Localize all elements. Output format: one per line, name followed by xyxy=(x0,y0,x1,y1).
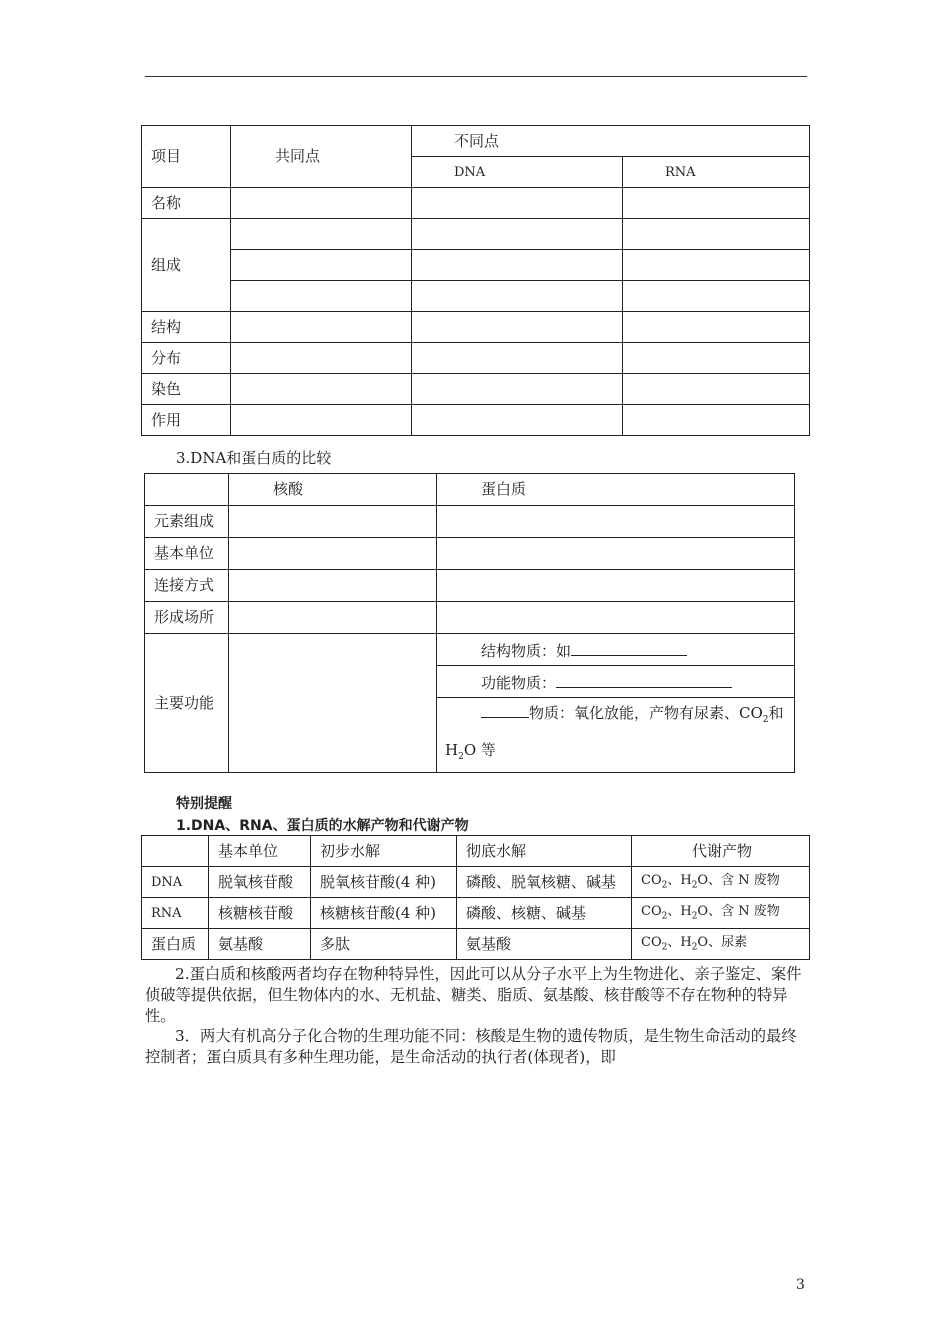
cell xyxy=(412,312,623,343)
row-initial: 多肽 xyxy=(311,929,457,960)
metabolic-part: 、H xyxy=(667,903,692,919)
row-complete: 磷酸、核糖、碱基 xyxy=(457,898,632,929)
cell xyxy=(229,506,437,538)
cell xyxy=(623,312,810,343)
paragraph-3: 3．两大有机高分子化合物的生理功能不同：核酸是生物的遗传物质，是生物生命活动的最终控制者；蛋白质具有多种生理功能，是生命活动的执行者(体现者)，即 xyxy=(145,1027,797,1066)
header-dna: DNA xyxy=(412,157,623,188)
cell xyxy=(229,602,437,634)
tip-title: 特别提醒 xyxy=(176,796,232,812)
table-row xyxy=(142,898,810,929)
row-complete: 磷酸、脱氧核糖、碱基 xyxy=(457,867,632,898)
row-metabolic xyxy=(632,867,810,898)
col-protein: 蛋白质 xyxy=(437,474,795,506)
nucleic-protein-table xyxy=(144,473,795,773)
cell xyxy=(231,312,412,343)
answer-blank xyxy=(571,641,687,656)
cell xyxy=(437,506,795,538)
cell xyxy=(231,374,412,405)
cell xyxy=(623,343,810,374)
row-unit: 脱氧核苷酸 xyxy=(209,867,311,898)
row-metabolic xyxy=(632,929,810,960)
row-unit-label: 基本单位 xyxy=(145,538,229,570)
cell xyxy=(412,188,623,219)
cell xyxy=(231,188,412,219)
header-item: 项目 xyxy=(142,126,231,188)
cell xyxy=(231,405,412,436)
header-diff: 不同点 xyxy=(412,126,810,157)
answer-blank xyxy=(556,673,732,688)
answer-blank xyxy=(481,703,529,718)
row-unit: 氨基酸 xyxy=(209,929,311,960)
row-complete: 氨基酸 xyxy=(457,929,632,960)
subscript: 2 xyxy=(661,942,668,953)
row-distribution-label: 分布 xyxy=(142,343,231,374)
table-header: 代谢产物 xyxy=(632,836,810,867)
tip1-title: 1.DNA、RNA、蛋白质的水解产物和代谢产物 xyxy=(176,818,469,834)
col-nucleic: 核酸 xyxy=(229,474,437,506)
func-energy xyxy=(437,698,795,773)
cell xyxy=(231,281,412,312)
metabolic-part: O、尿素 xyxy=(697,934,748,950)
metabolic-part: CO xyxy=(641,934,662,950)
table-header xyxy=(142,836,209,867)
cell xyxy=(623,405,810,436)
cell xyxy=(623,219,810,250)
subscript: 2 xyxy=(762,715,769,725)
metabolic-part: O、含 N 废物 xyxy=(697,903,780,919)
table-row xyxy=(142,929,810,960)
cell xyxy=(623,250,810,281)
header-rule xyxy=(145,76,807,77)
cell xyxy=(412,374,623,405)
func-structural xyxy=(437,634,795,666)
subscript: 2 xyxy=(691,880,698,891)
subscript: 2 xyxy=(458,752,464,762)
cell xyxy=(231,343,412,374)
func-energy-text: 物质：氧化放能，产物有尿素、CO xyxy=(529,704,763,722)
paragraph-2: 2.蛋白质和核酸两者均存在物种特异性，因此可以从分子水平上为生物进化、亲子鉴定、案件侦破等提供依据，但生物体内的水、无机盐、糖类、脂质、氨基酸、核苷酸等不存在物种的特异性。 xyxy=(145,965,802,1025)
subscript: 2 xyxy=(691,911,698,922)
cell xyxy=(412,219,623,250)
table-header: 彻底水解 xyxy=(457,836,632,867)
row-structure-label: 结构 xyxy=(142,312,231,343)
func-energy-line2-end: O 等 xyxy=(463,741,496,759)
cell xyxy=(229,634,437,773)
cell xyxy=(437,570,795,602)
header-common: 共同点 xyxy=(231,126,412,188)
metabolic-part: 、H xyxy=(667,934,692,950)
dna-rna-table xyxy=(141,125,810,436)
cell xyxy=(437,602,795,634)
func-functional xyxy=(437,666,795,698)
metabolic-part: 、H xyxy=(667,872,692,888)
row-unit: 核糖核苷酸 xyxy=(209,898,311,929)
row-initial: 脱氧核苷酸(4 种) xyxy=(311,867,457,898)
func-energy-end: 和 xyxy=(768,704,784,722)
row-name-label: 名称 xyxy=(142,188,231,219)
section3-title: 3.DNA和蛋白质的比较 xyxy=(176,449,332,467)
row-link-label: 连接方式 xyxy=(145,570,229,602)
cell xyxy=(623,281,810,312)
cell xyxy=(412,405,623,436)
cell xyxy=(229,570,437,602)
metabolic-part: CO xyxy=(641,903,662,919)
row-composition-label: 组成 xyxy=(142,219,231,312)
table-header: 初步水解 xyxy=(311,836,457,867)
metabolic-part: CO xyxy=(641,872,662,888)
row-metabolic xyxy=(632,898,810,929)
row-staining-label: 染色 xyxy=(142,374,231,405)
cell xyxy=(145,474,229,506)
cell xyxy=(412,250,623,281)
row-main-label: 主要功能 xyxy=(145,634,229,773)
row-initial: 核糖核苷酸(4 种) xyxy=(311,898,457,929)
cell xyxy=(623,188,810,219)
func-functional-text: 功能物质： xyxy=(481,673,557,692)
row-function-label: 作用 xyxy=(142,405,231,436)
cell xyxy=(437,538,795,570)
hydrolysis-table xyxy=(141,835,810,960)
cell xyxy=(412,343,623,374)
cell xyxy=(231,250,412,281)
cell xyxy=(412,281,623,312)
row-name: DNA xyxy=(142,867,209,898)
cell xyxy=(623,374,810,405)
func-energy-line2: H xyxy=(445,741,459,759)
subscript: 2 xyxy=(661,880,668,891)
subscript: 2 xyxy=(691,942,698,953)
metabolic-part: O、含 N 废物 xyxy=(697,872,780,888)
page-number: 3 xyxy=(796,1277,805,1293)
row-name: 蛋白质 xyxy=(142,929,209,960)
func-structural-text: 结构物质：如 xyxy=(481,641,572,660)
header-rna: RNA xyxy=(623,157,810,188)
table-header: 基本单位 xyxy=(209,836,311,867)
table-row xyxy=(142,867,810,898)
cell xyxy=(231,219,412,250)
row-elements-label: 元素组成 xyxy=(145,506,229,538)
row-site-label: 形成场所 xyxy=(145,602,229,634)
row-name: RNA xyxy=(142,898,209,929)
cell xyxy=(229,538,437,570)
subscript: 2 xyxy=(661,911,668,922)
